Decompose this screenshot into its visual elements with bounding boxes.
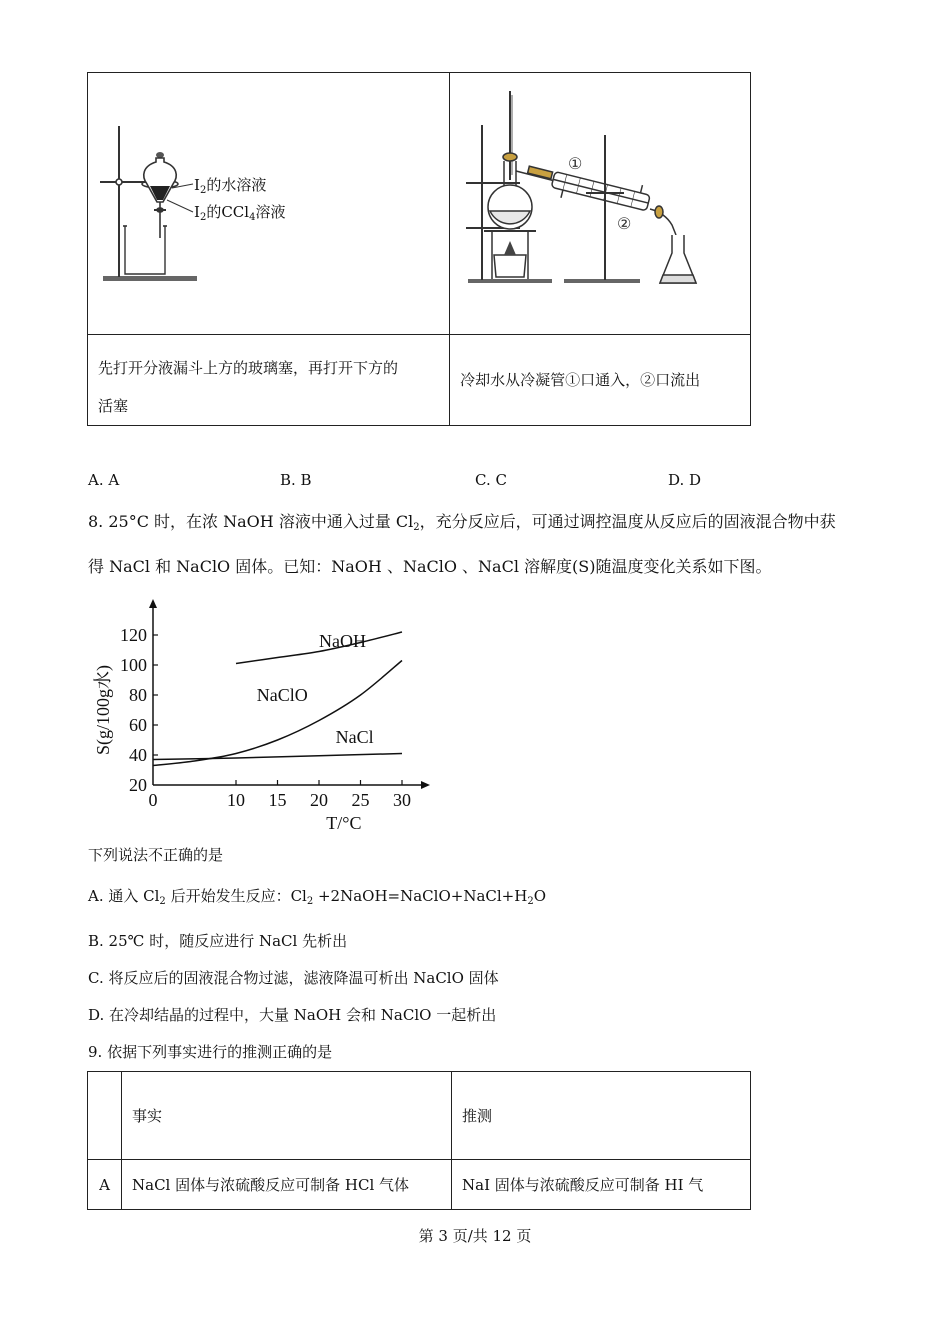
q8-stem-line1: 8. 25°C 时，在浓 NaOH 溶液中通入过量 $Cl_2$，充分反应后，可通过调控温度从反应后的固液混合物中获 — [88, 512, 836, 533]
x-tick-label: 10 — [227, 790, 245, 810]
q9-row-a-fact: NaCl 固体与浓硫酸反应可制备 HCl 气体 — [122, 1160, 452, 1210]
q7-left-caption-line1: 先打开分液漏斗上方的玻璃塞，再打开下方的 — [98, 359, 399, 377]
x-tick-label: 15 — [268, 790, 287, 810]
q8-question: 下列说法不正确的是 — [88, 846, 224, 864]
y-axis-label: S(g/100g水) — [93, 665, 113, 755]
series-label-nacl: NaCl — [335, 727, 374, 747]
y-tick-label: 100 — [120, 655, 147, 675]
distillation-figure — [460, 85, 730, 295]
label-organic-layer: $I_2$的CCl$_4$溶液 — [194, 203, 286, 223]
x-tick-label: 0 — [148, 790, 158, 810]
page-footer: 第 3 页/共 12 页 — [418, 1227, 532, 1245]
series-line-nacl — [153, 754, 402, 760]
alcohol-lamp — [494, 255, 526, 277]
stand-base — [103, 276, 197, 281]
marker-inlet: ① — [568, 154, 583, 173]
q7-left-caption-line2: 活塞 — [98, 397, 129, 415]
x-tick-label: 30 — [393, 790, 411, 810]
x-tick-label: 25 — [351, 790, 370, 810]
series-label-naoh: NaOH — [319, 631, 366, 651]
q7-option-a: A. A — [88, 471, 120, 489]
q9-row-a-inference: NaI 固体与浓硫酸反应可制备 HI 气 — [452, 1160, 751, 1210]
q9-table — [87, 1071, 751, 1210]
beaker — [125, 226, 165, 274]
q8-option-d: D. 在冷却结晶的过程中，大量 NaOH 会和 NaClO 一起析出 — [88, 1006, 497, 1024]
solubility-chart — [85, 588, 445, 833]
q8-option-c: C. 将反应后的固液混合物过滤，滤液降温可析出 NaClO 固体 — [88, 969, 499, 987]
q7-right-caption: 冷却水从冷凝管①口通入，②口流出 — [460, 371, 701, 389]
y-tick-label: 80 — [129, 685, 147, 705]
x-axis-arrow — [421, 781, 430, 789]
q9-header-blank — [88, 1072, 122, 1160]
y-axis-arrow — [149, 599, 157, 608]
q8-option-b: B. 25℃ 时，随反应进行 NaCl 先析出 — [88, 932, 348, 950]
series-label-naclo: NaClO — [256, 685, 308, 705]
x-axis-label: T/°C — [326, 813, 362, 833]
q9-header-inference: 推测 — [452, 1072, 751, 1160]
q8-stem-line2: 得 NaCl 和 NaClO 固体。已知：NaOH 、NaClO 、NaCl 溶解度(S)随温度变化关系如下图。 — [88, 557, 772, 576]
y-tick-label: 60 — [129, 715, 147, 735]
q9-header-fact: 事实 — [122, 1072, 452, 1160]
q7-left-caption-cell — [88, 335, 450, 426]
y-tick-label: 40 — [129, 745, 147, 765]
q9-stem: 9. 依据下列事实进行的推测正确的是 — [88, 1043, 333, 1061]
q9-row-a-label: A — [88, 1160, 122, 1210]
y-tick-label: 20 — [129, 775, 147, 795]
x-tick-label: 20 — [310, 790, 328, 810]
label-aqueous-layer: $I_2$的水溶液 — [194, 176, 267, 196]
q7-option-b: B. B — [280, 471, 312, 489]
q7-option-c: C. C — [475, 471, 507, 489]
q7-option-d: D. D — [668, 471, 702, 489]
y-tick-label: 120 — [120, 625, 147, 645]
series-line-naclo — [153, 661, 402, 766]
marker-outlet: ② — [617, 214, 632, 233]
q8-option-a: A. 通入 $Cl_2$ 后开始发生反应：$Cl_2$ $+2NaOH=NaClO+NaCl+H_2O$ — [88, 887, 547, 907]
q7-right-caption-cell — [450, 335, 751, 426]
